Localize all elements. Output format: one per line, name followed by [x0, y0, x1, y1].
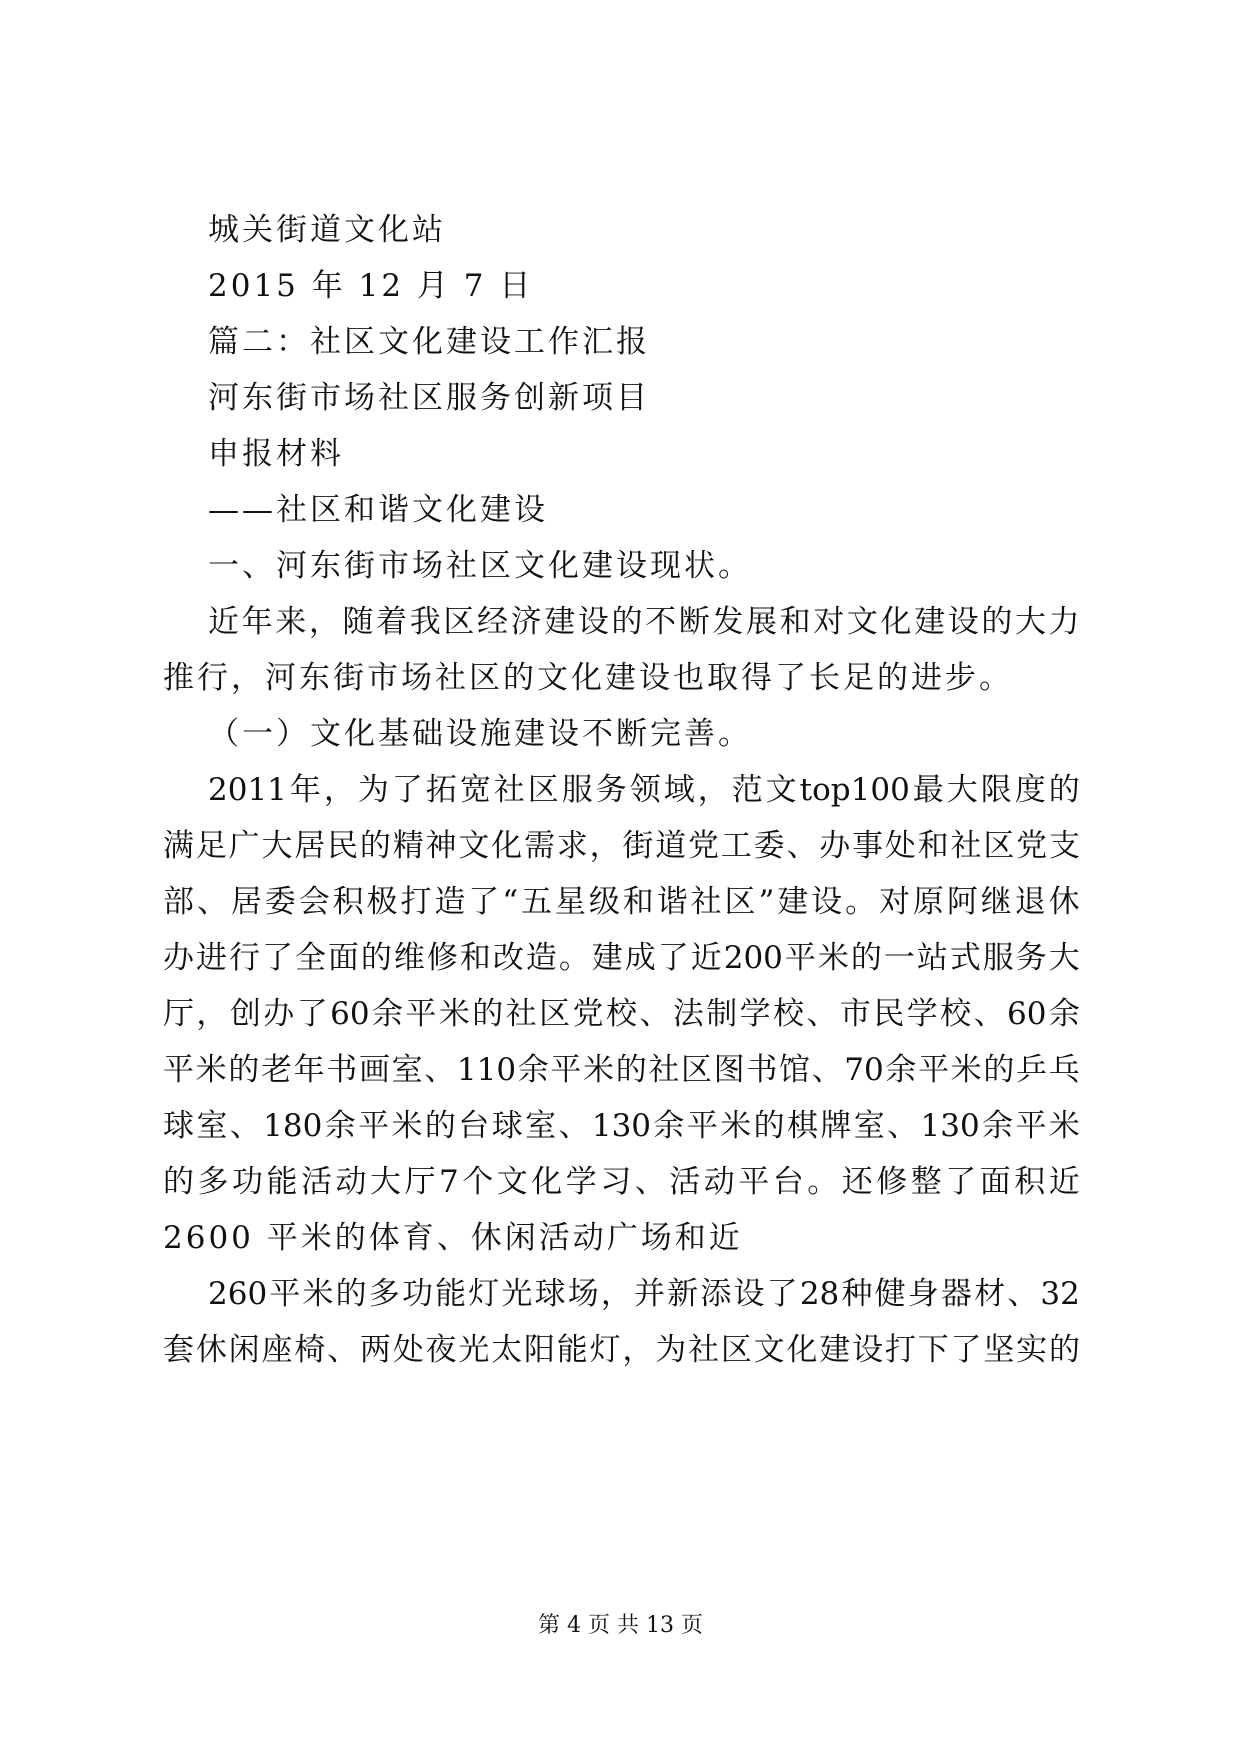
project-title: 河东街市场社区服务创新项目: [208, 380, 650, 416]
paragraph-line: 套 休 闲 座 椅 、 两 处 夜 光 太 阳 能 灯 ， 为 社 区 文 化 建 设 打 下 了 坚 实 的: [163, 1332, 1080, 1368]
paragraph-line: 近 年 来 ， 随 着 我 区 经 济 建 设 的 不 断 发 展 和 对 文 化 建 设 的 大 力: [208, 604, 1080, 640]
paragraph-line: 2011 年 ， 为 了 拓 宽 社 区 服 务 领 域 ， 范 文 top100 最 大 限 度 的: [208, 772, 1080, 808]
project-theme: ——社区和谐文化建设: [208, 492, 548, 528]
paragraph-line: 260 平 米 的 多 功 能 灯 光 球 场 ， 并 新 添 设 了 28 种 健 身 器 材 、 32: [208, 1276, 1080, 1312]
paragraph-line: 厅 ， 创 办 了 60 余 平 米 的 社 区 党 校 、 法 制 学 校 、 市 民 学 校 、 60 余: [163, 996, 1080, 1032]
paragraph-line: 的 多 功 能 活 动 大 厅 7 个 文 化 学 习 、 活 动 平 台 。 还 修 整 了 面 积 近: [163, 1164, 1080, 1200]
paragraph-line: 办 进 行 了 全 面 的 维 修 和 改 造 。 建 成 了 近 200 平 米 的 一 站 式 服 务 大: [163, 940, 1080, 976]
page-footer: 第 4 页 共 13 页: [538, 1613, 703, 1638]
paragraph-line: 2600 平米的体育、休闲活动广场和近: [163, 1220, 743, 1256]
project-subtitle: 申报材料: [208, 436, 344, 472]
signature-org: 城关街道文化站: [208, 212, 446, 248]
paragraph-line: 部 、 居 委 会 积 极 打 造 了 “ 五 星 级 和 谐 社 区 ” 建 设 。 对 原 阿 继 退 休: [163, 884, 1080, 920]
paragraph-line: 平 米 的 老 年 书 画 室 、 110 余 平 米 的 社 区 图 书 馆 、 70 余 平 米 的 乒 乓: [163, 1052, 1080, 1088]
paragraph-line: 球 室 、 180 余 平 米 的 台 球 室 、 130 余 平 米 的 棋 牌 室 、 130 余 平 米: [163, 1108, 1080, 1144]
heading-one: 一、河东街市场社区文化建设现状。: [208, 548, 752, 584]
paragraph-line: 满 足 广 大 居 民 的 精 神 文 化 需 求 ， 街 道 党 工 委 、 办 事 处 和 社 区 党 支: [163, 828, 1080, 864]
section-title: 篇二：社区文化建设工作汇报: [208, 324, 650, 360]
signature-date: 2015 年 12 月 7 日: [208, 268, 534, 304]
subheading-one: （一）文化基础设施建设不断完善。: [208, 716, 752, 752]
paragraph-line: 推行，河东街市场社区的文化建设也取得了长足的进步。: [163, 660, 1013, 696]
